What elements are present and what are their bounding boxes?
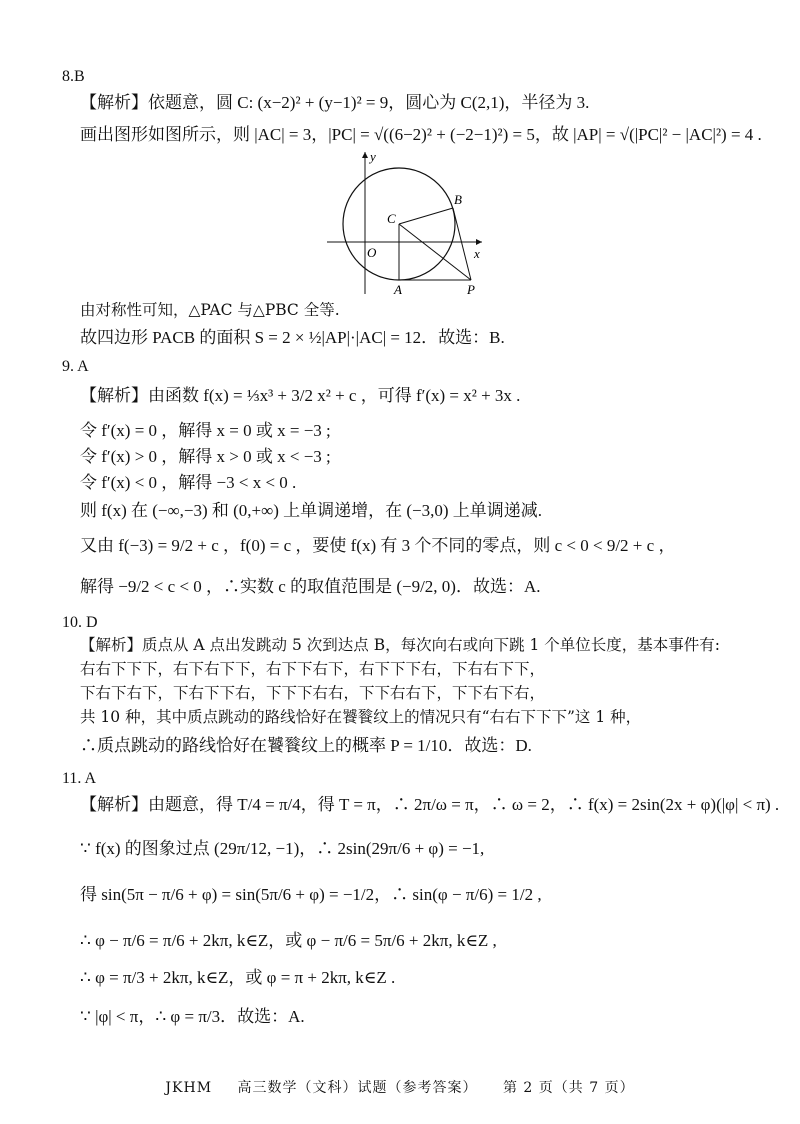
q11-line-5: ∴ φ = π/3 + 2kπ, k∈Z，或 φ = π + 2kπ, k∈Z . [80,968,396,987]
q8-line-1: 【解析】依题意，圆 C: (x−2)² + (y−1)² = 9，圆心为 C(2,1)，半径为 3. [80,93,590,112]
label-p: P [467,282,475,296]
y-axis-arrow [362,152,368,158]
q11-line-1: 【解析】由题意，得 T/4 = π/4，得 T = π，∴ 2π/ω = π，∴ ω = 2，∴ f(x) = 2sin(2x + φ)(|φ| < π) . [80,795,780,814]
q9-heading: 9. A [62,358,89,375]
q11-line-3: 得 sin(5π − π/6 + φ) = sin(5π/6 + φ) = −1/2，∴ sin(φ − π/6) = 1/2 , [80,885,542,904]
footer-page-number: 第 2 页（共 7 页） [502,1080,635,1096]
q8-line-4: 故四边形 PACB 的面积 S = 2 × ½|AP|·|AC| = 12．故选：B. [80,328,505,347]
q11-line-4: ∴ φ − π/6 = π/6 + 2kπ, k∈Z，或 φ − π/6 = 5π/6 + 2kπ, k∈Z , [80,931,497,950]
footer-code: JKHM [165,1080,213,1096]
q11-line-6: ∵ |φ| < π，∴ φ = π/3．故选：A. [80,1007,305,1026]
q9-line-1: 【解析】由函数 f(x) = ⅓x³ + 3/2 x² + c ，可得 f′(x) = x² + 3x . [80,386,521,405]
label-o: O [367,245,377,260]
label-b: B [454,192,462,207]
circle-tangent-figure [327,148,487,296]
q8-heading: 8.B [62,68,85,85]
segment-cb [399,208,453,224]
q9-line-7: 解得 −9/2 < c < 0 ，∴实数 c 的取值范围是 (−9/2, 0)．故选：A. [80,577,541,596]
q11-heading: 11. A [62,770,97,787]
q9-line-3: 令 f′(x) > 0 ，解得 x > 0 或 x < −3 ; [80,447,331,466]
x-axis-arrow [476,239,482,245]
q10-line-4: 共 10 种，其中质点跳动的路线恰好在饕餮纹上的情况只有“右右下下下”这 1 种， [80,708,642,726]
label-c: C [387,211,396,226]
page-footer [0,1077,800,1097]
segment-cp [399,224,471,280]
q9-line-5: 则 f(x) 在 (−∞,−3) 和 (0,+∞) 上单调递增，在 (−3,0) 上单调递减. [80,501,543,520]
q10-heading: 10. D [62,614,98,631]
segment-bp [453,208,471,280]
label-a: A [394,282,402,296]
q11-line-2: ∵ f(x) 的图象过点 (29π/12, −1)，∴ 2sin(29π/6 + φ) = −1, [80,839,485,858]
q10-line-3: 下右下右下，下右下下右，下下下右右，下下右右下，下下右下右， [80,684,546,702]
q8-line-2: 画出图形如图所示，则 |AC| = 3，|PC| = √((6−2)² + (−2−1)²) = 5，故 |AP| = √(|PC|² − |AC|²) = 4 . [80,125,762,144]
footer-title: 高三数学（文科）试题（参考答案） [237,1080,478,1096]
q9-line-6: 又由 f(−3) = 9/2 + c ，f(0) = c ，要使 f(x) 有 3 个不同的零点，则 c < 0 < 9/2 + c ， [80,536,676,555]
label-x: x [474,246,480,261]
label-y: y [370,149,376,164]
q9-line-4: 令 f′(x) < 0 ，解得 −3 < x < 0 . [80,473,297,492]
q10-line-2: 右右下下下，右下右下下，右下下右下，右下下下右，下右右下下， [80,660,546,678]
q8-line-3: 由对称性可知，△PAC 与△PBC 全等. [80,301,340,319]
q10-line-5: ∴质点跳动的路线恰好在饕餮纹上的概率 P = 1/10．故选：D. [80,736,532,755]
q10-line-1: 【解析】质点从 A 点出发跳动 5 次到达点 B，每次向右或向下跳 1 个单位长度，基本事件有: [80,636,721,654]
q9-line-2: 令 f′(x) = 0 ，解得 x = 0 或 x = −3 ; [80,421,331,440]
